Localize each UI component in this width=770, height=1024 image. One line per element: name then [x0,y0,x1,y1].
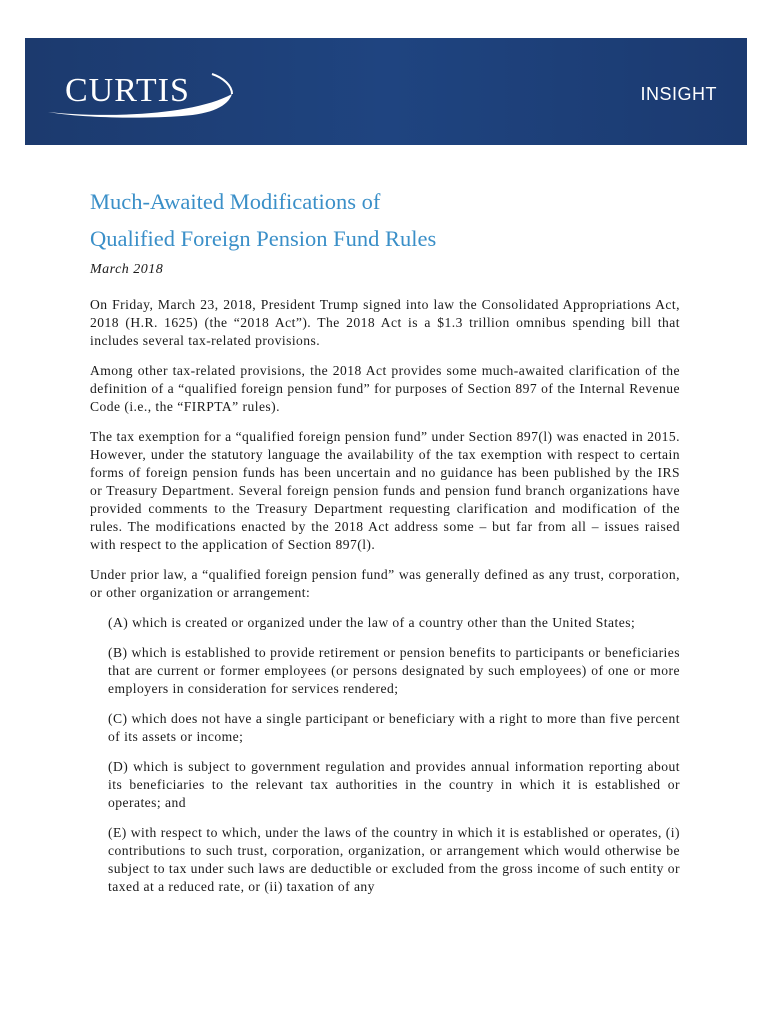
list-item: (A) which is created or organized under the law of a country other than the United States; [108,615,636,630]
list-item: (C) which does not have a single participant or beneficiary with a right to more than five percent of its assets or income; [108,711,680,744]
paragraph: Among other tax-related provisions, the 2018 Act provides some much-awaited clarification of the definition of a “qualified foreign pension fund” for purposes of Section 897 of the Internal Revenue Code (i.e., the “FIRPTA” rules). [90,363,680,414]
curtis-logo [42,68,242,118]
header-banner [25,38,747,145]
paragraph: Under prior law, a “qualified foreign pension fund” was generally defined as any trust, corporation, or other organization or arrangement: [90,567,680,600]
article-date: March 2018 [90,262,164,277]
article [90,183,680,908]
paragraph: The tax exemption for a “qualified foreign pension fund” under Section 897(l) was enacted in 2015. However, under the statutory language the availability of the tax exemption with respect to certain forms of foreign pension funds has been uncertain and no guidance has been published by the IRS or Treasury Department. Several foreign pension funds and pension fund branch organizations have provided comments to the Treasury Department requesting clarification and modification of the rules. The modifications enacted by the 2018 Act address some – but far from all – issues raised with respect to the application of Section 897(l). [90,429,680,552]
list-item: (B) which is established to provide retirement or pension benefits to participants or beneficiaries that are current or former employees (or persons designated by such employees) of one or more employers in consideration for services rendered; [108,645,680,696]
list-item: (D) which is subject to government regulation and provides annual information reporting about its beneficiaries to the relevant tax authorities in the country in which it is established or operates; and [108,759,680,810]
article-title-line-1: Much-Awaited Modifications of [90,189,381,214]
article-title-line-2: Qualified Foreign Pension Fund Rules [90,226,437,251]
list-item: (E) with respect to which, under the laws of the country in which it is established or operates, (i) contributions to such trust, corporation, organization, or arrangement which would otherwise be subject to tax under such laws are deductible or excluded from the gross income of such entity or taxed at a reduced rate, or (ii) taxation of any [108,825,680,894]
logo-text: CURTIS [65,72,190,109]
paragraph: On Friday, March 23, 2018, President Trump signed into law the Consolidated Appropriations Act, 2018 (H.R. 1625) (the “2018 Act”). The 2018 Act is a $1.3 trillion omnibus spending bill that includes several tax-related provisions. [90,297,680,348]
insight-badge: INSIGHT [640,84,717,104]
